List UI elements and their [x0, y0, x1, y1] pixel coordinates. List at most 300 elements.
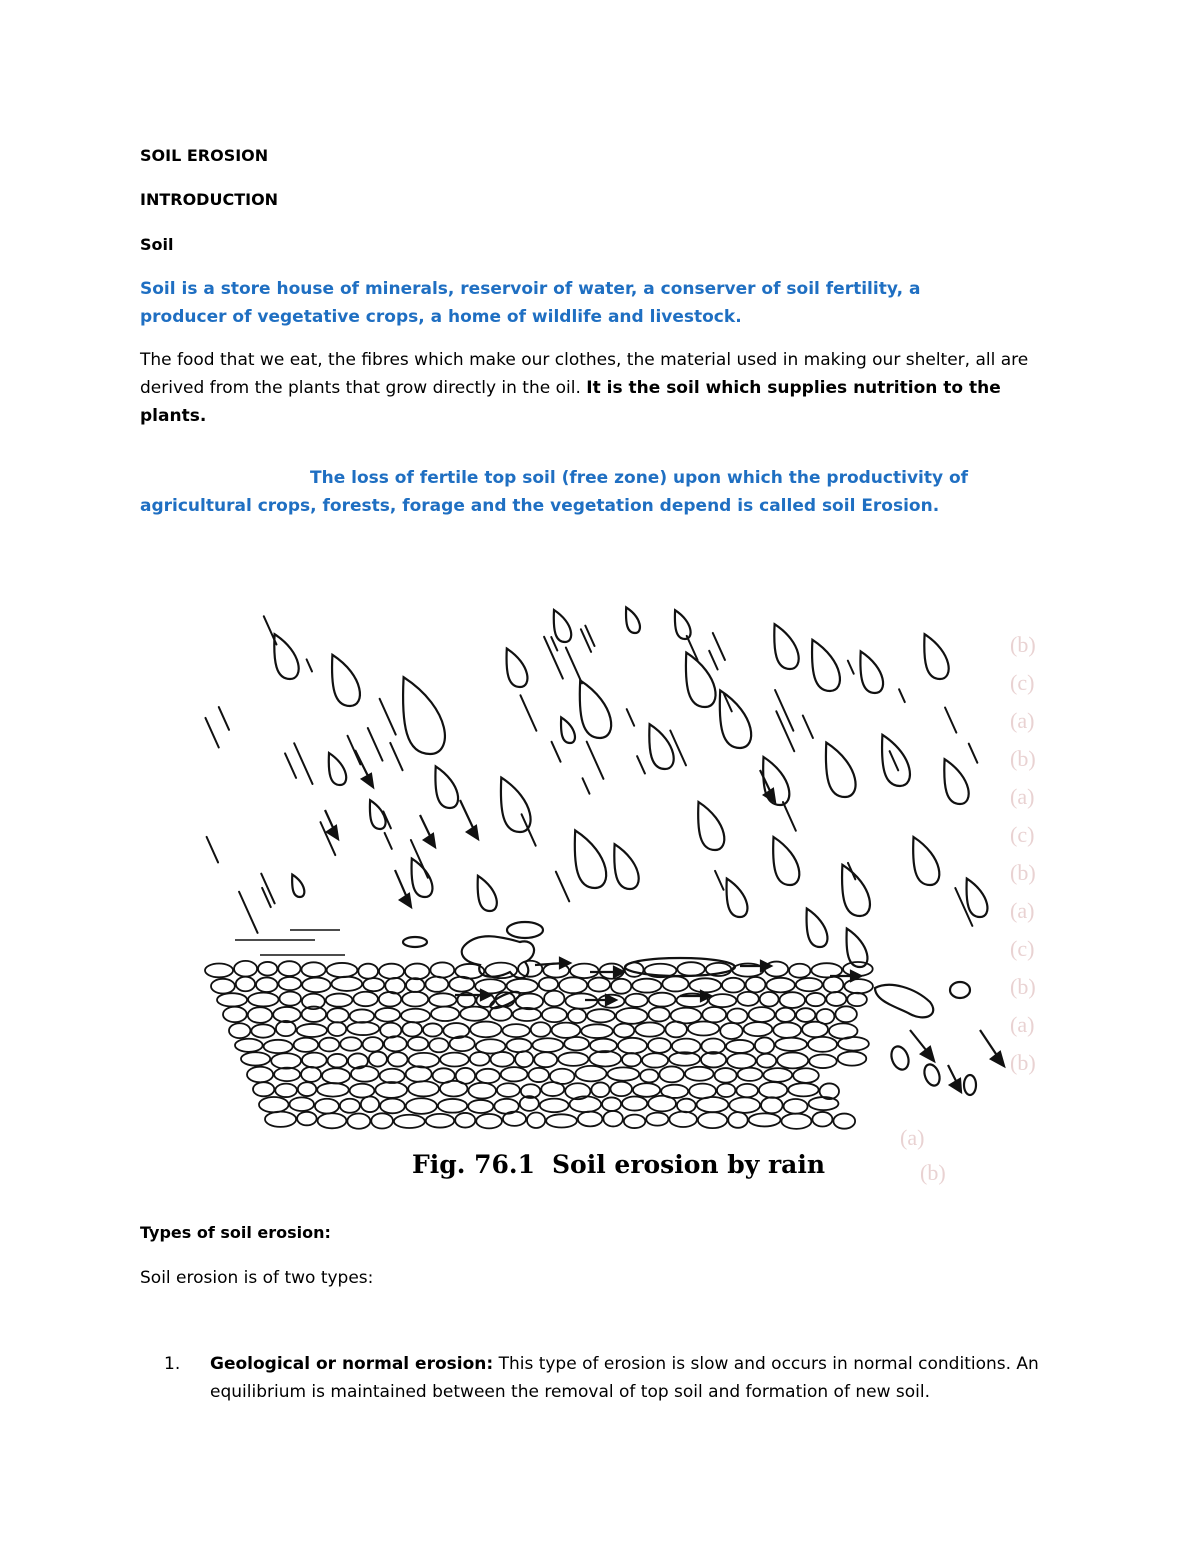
- soil-cobble: [298, 1082, 316, 1096]
- doc-title: SOIL EROSION: [140, 146, 269, 165]
- soil-cobble: [717, 1084, 735, 1097]
- soil-cobble: [408, 1037, 428, 1050]
- rain-streaks: [205, 616, 977, 933]
- soil-cobble: [546, 1114, 577, 1127]
- rain-streak: [520, 695, 536, 730]
- soil-cobble: [729, 1097, 760, 1113]
- rain-drop: [478, 876, 497, 911]
- rain-streak: [556, 872, 569, 902]
- soil-cobble: [559, 977, 587, 993]
- soil-cobble: [759, 1082, 787, 1098]
- soil-cobble: [290, 1097, 314, 1111]
- soil-cobble: [256, 977, 278, 992]
- soil-cobble: [793, 1068, 819, 1083]
- soil-cobble: [217, 993, 247, 1006]
- soil-cobble: [720, 1023, 742, 1039]
- soil-definition: Soil is a store house of minerals, reservoir of water, a conserver of soil fertility, a producer of vegetative crops, a home of wildlife and livestock.: [140, 279, 921, 327]
- soil-cobble: [302, 978, 330, 993]
- soil-cobble: [635, 1022, 664, 1036]
- soil-cobble: [539, 977, 558, 990]
- rain-drop: [675, 610, 691, 639]
- soil-cobble: [273, 1007, 300, 1022]
- rain-drop: [561, 717, 575, 743]
- soil-cobble: [659, 1066, 684, 1082]
- soil-cobble: [823, 977, 843, 993]
- soil-cobble: [409, 1053, 440, 1068]
- soil-cobble: [429, 993, 456, 1006]
- soil-cobble: [468, 1083, 496, 1099]
- soil-cobble: [677, 1099, 696, 1113]
- soil-cobble: [746, 977, 766, 992]
- rain-drop: [626, 607, 640, 633]
- soil-cobble: [301, 962, 325, 977]
- soil-cobble: [248, 1007, 272, 1023]
- soil-cobble: [702, 1007, 726, 1022]
- soil-cobble: [406, 978, 424, 992]
- soil-cobble: [757, 1054, 776, 1068]
- rain-drop: [274, 634, 298, 679]
- soil-cobble: [369, 1052, 387, 1067]
- soil-cobble: [788, 1083, 818, 1096]
- soil-cobble: [796, 1008, 815, 1022]
- soil-cobble: [528, 1068, 548, 1082]
- svg-text:(b): (b): [1010, 1050, 1036, 1075]
- soil-cobble: [294, 1038, 319, 1052]
- soil-cobble: [622, 1097, 647, 1111]
- soil-cobble: [665, 1022, 686, 1038]
- soil-cobble: [780, 992, 805, 1008]
- soil-cobble: [726, 1040, 754, 1053]
- rain-drop: [698, 802, 724, 850]
- soil-cobble: [570, 964, 599, 979]
- soil-cobble: [541, 1082, 564, 1096]
- soil-cobble: [766, 978, 794, 993]
- soil-cobble: [408, 1081, 439, 1096]
- soil-cobble: [327, 1008, 349, 1022]
- soil-cobble: [736, 1084, 758, 1097]
- soil-cobble: [662, 976, 688, 991]
- soil-cobble: [402, 1022, 422, 1036]
- soil-cobble: [326, 994, 353, 1007]
- soil-cobble: [328, 1054, 347, 1067]
- rain-drop: [580, 680, 611, 738]
- soil-cobble: [340, 1037, 361, 1050]
- rain-streak: [776, 711, 794, 751]
- rain-streak: [348, 736, 361, 765]
- soil-cobble: [358, 964, 378, 979]
- soil-cobble: [749, 1007, 775, 1022]
- soil-cobble: [611, 979, 631, 994]
- soil-cobble: [587, 1009, 615, 1022]
- soil-cobble: [350, 1084, 375, 1098]
- soil-cobble: [540, 1099, 569, 1113]
- rain-streak: [848, 661, 854, 674]
- rain-streak: [307, 659, 312, 671]
- soil-cobble: [616, 1008, 648, 1024]
- rain-drop: [292, 875, 304, 897]
- soil-cobble: [235, 1039, 263, 1052]
- soil-cobble: [570, 1096, 601, 1112]
- rain-streak: [775, 690, 793, 731]
- soil-cobble: [773, 1022, 801, 1037]
- soil-cobble: [578, 1112, 603, 1127]
- soil-cobble: [363, 978, 384, 991]
- soil-cobble: [234, 961, 257, 977]
- soil-cobble: [278, 961, 300, 976]
- rain-drops: [274, 607, 987, 967]
- soil-cobble: [380, 1069, 405, 1083]
- soil-cobble: [715, 1068, 737, 1083]
- rain-drop: [842, 865, 870, 916]
- soil-cobble: [802, 1022, 828, 1037]
- rain-streak: [205, 718, 218, 748]
- soil-cobble: [211, 979, 235, 994]
- soil-cobble: [502, 1024, 529, 1037]
- soil-cobble: [588, 978, 610, 992]
- svg-text:(a): (a): [1010, 708, 1035, 733]
- soil-cobble: [265, 1112, 296, 1127]
- soil-cobble: [431, 1007, 459, 1021]
- soil-cobble: [468, 1100, 493, 1113]
- svg-text:(b): (b): [1010, 632, 1036, 657]
- soil-cobble: [808, 1037, 837, 1052]
- list-item-text: This type of erosion is slow and occurs in normal conditions. An equilibrium is maintained between the removal of top soil and formation of new soil.: [210, 1354, 1039, 1402]
- rain-streak: [380, 699, 396, 735]
- soil-cobble: [784, 1099, 808, 1114]
- soil-cobble: [838, 1037, 869, 1051]
- svg-text:(c): (c): [1010, 822, 1035, 847]
- soil-cobble: [648, 1038, 671, 1053]
- rain-streak: [566, 648, 582, 684]
- soil-cobble: [297, 1112, 316, 1126]
- soil-cobble: [350, 1009, 374, 1022]
- soil-cobble: [318, 1113, 347, 1128]
- soil-cobble: [722, 978, 745, 993]
- rain-drop: [913, 837, 939, 885]
- soil-cobble: [375, 1082, 407, 1098]
- section-heading: INTRODUCTION: [140, 190, 279, 209]
- soil-cobble: [347, 1114, 370, 1129]
- soil-cobble: [405, 964, 429, 980]
- soil-cobble: [371, 1113, 393, 1128]
- soil-cobble: [806, 993, 825, 1006]
- soil-cobble: [223, 1007, 247, 1022]
- soil-cobble: [476, 1069, 500, 1083]
- soil-cobble: [274, 1068, 300, 1081]
- soil-cobble: [625, 994, 647, 1007]
- soil-cobble: [426, 1114, 454, 1128]
- soil-cobble: [251, 1024, 275, 1037]
- rain-streak: [285, 753, 296, 777]
- rain-drop: [554, 610, 571, 642]
- soil-cobble: [401, 1009, 430, 1023]
- rain-drop: [882, 735, 910, 786]
- soil-cobble: [301, 1067, 321, 1082]
- soil-cobble: [258, 962, 277, 976]
- soil-cobble: [789, 964, 810, 978]
- soil-cobble: [317, 1083, 348, 1097]
- soil-cobble: [375, 1008, 400, 1022]
- soil-cobble: [229, 1023, 250, 1038]
- soil-cobble: [646, 1113, 668, 1126]
- figure-caption-text: Soil erosion by rain: [552, 1150, 826, 1179]
- soil-cobble: [315, 1099, 339, 1114]
- soil-cobble: [544, 991, 564, 1007]
- soil-cobble: [361, 1096, 379, 1112]
- soil-cobble: [353, 992, 377, 1006]
- soil-cobble: [347, 1022, 379, 1035]
- rain-drop: [435, 766, 458, 808]
- soil-cobble: [332, 977, 363, 991]
- soil-cobble: [460, 1007, 489, 1021]
- soil-cobble: [476, 1114, 502, 1128]
- types-intro: Soil erosion is of two types:: [140, 1268, 374, 1288]
- soil-cobble: [429, 1038, 448, 1052]
- soil-cobble: [648, 1007, 669, 1021]
- list-item-number: 1.: [164, 1354, 181, 1374]
- soil-cobble: [388, 1052, 408, 1066]
- rain-streak: [783, 802, 796, 831]
- soil-cobble: [438, 1099, 467, 1113]
- soil-cobble: [826, 992, 846, 1006]
- soil-cobble: [205, 964, 233, 978]
- rain-drop: [329, 753, 346, 785]
- food-paragraph-text: The food that we eat, the fibres which make our clothes, the material used in making our shelter, all are derived from the plants that grow directly in the oil.: [140, 350, 1029, 398]
- soil-cobble: [276, 1021, 296, 1036]
- soil-cobble: [259, 1097, 289, 1112]
- soil-cobble: [271, 1053, 301, 1068]
- soil-cobble: [755, 1037, 774, 1053]
- soil-cobble: [440, 1053, 469, 1067]
- rain-streak: [955, 888, 972, 926]
- rain-streak: [637, 756, 645, 773]
- svg-text:(b): (b): [1010, 974, 1036, 999]
- soil-cobble: [542, 1008, 567, 1023]
- soil-cobble: [558, 1052, 588, 1065]
- soil-cobble: [697, 1097, 729, 1112]
- soil-cobble: [379, 992, 401, 1007]
- soil-cobble: [603, 1111, 622, 1126]
- rain-streak: [522, 814, 536, 845]
- rain-drop: [924, 634, 948, 679]
- soil-cobble: [552, 1023, 581, 1038]
- soil-cobble: [449, 977, 474, 992]
- rain-streak: [552, 742, 561, 762]
- soil-cobble: [812, 1112, 832, 1127]
- rain-streak: [709, 651, 717, 670]
- soil-cobble: [738, 1068, 763, 1081]
- rain-streak: [627, 709, 634, 726]
- soil-cobble: [728, 1112, 747, 1128]
- rain-streak: [713, 633, 725, 660]
- soil-cobble: [384, 1036, 407, 1051]
- soil-cobble: [470, 1022, 501, 1038]
- soil-cobble: [241, 1052, 270, 1065]
- soil-cobble: [833, 1114, 855, 1129]
- soil-cobble: [564, 1037, 589, 1050]
- soil-cobble: [423, 1023, 442, 1036]
- rain-drop: [944, 759, 968, 804]
- soil-layer: [205, 961, 873, 1129]
- soil-cobble: [698, 1112, 727, 1128]
- soil-cobble: [297, 1024, 327, 1037]
- soil-cobble: [581, 1024, 613, 1038]
- soil-cobble: [677, 962, 704, 976]
- soil-cobble: [491, 1052, 515, 1067]
- soil-cobble: [380, 1099, 405, 1114]
- soil-cobble: [622, 1053, 641, 1066]
- soil-cobble: [425, 977, 448, 992]
- soil-cobble: [527, 1113, 545, 1128]
- soil-cobble: [624, 1115, 645, 1128]
- svg-text:(c): (c): [1010, 670, 1035, 695]
- soil-cobble: [763, 1068, 792, 1082]
- soil-cobble: [402, 992, 428, 1007]
- soil-cobble: [430, 962, 454, 977]
- svg-text:(a): (a): [1010, 1012, 1035, 1037]
- rain-streak: [587, 742, 604, 779]
- rain-drop: [403, 677, 445, 754]
- soil-cobble: [380, 1023, 401, 1038]
- soil-cobble: [533, 1038, 564, 1052]
- soil-cobble: [264, 1040, 293, 1053]
- rain-streak: [803, 716, 813, 739]
- soil-cobble: [379, 964, 404, 979]
- rain-drop: [860, 651, 883, 693]
- soil-cobble: [236, 977, 255, 991]
- soil-cobble: [506, 1039, 531, 1052]
- soil-cobble: [737, 992, 758, 1006]
- soil-cobble: [835, 1006, 856, 1022]
- types-heading: Types of soil erosion:: [140, 1223, 331, 1242]
- rain-streak: [368, 728, 383, 761]
- soil-cobble: [363, 1037, 383, 1051]
- rain-drop: [774, 624, 798, 669]
- soil-cobble: [589, 1051, 621, 1066]
- soil-cobble: [847, 993, 867, 1006]
- soil-cobble: [340, 1099, 360, 1113]
- food-paragraph: [140, 346, 1060, 430]
- rain-drop: [967, 879, 988, 917]
- soil-cobble: [777, 1052, 808, 1068]
- soil-cobble: [775, 1038, 807, 1051]
- soil-cobble: [327, 963, 358, 977]
- rain-streak: [207, 837, 218, 863]
- rain-drop: [727, 879, 748, 917]
- svg-text:(a): (a): [1010, 898, 1035, 923]
- soil-cobble: [515, 1051, 533, 1067]
- soil-cobble: [727, 1009, 747, 1024]
- soil-cobble: [727, 1053, 756, 1068]
- rain-drop: [575, 830, 606, 888]
- rain-streak: [715, 871, 724, 890]
- figure-caption-number: Fig. 76.1: [412, 1150, 536, 1179]
- soil-cobble: [280, 992, 301, 1006]
- svg-text:(a): (a): [900, 1125, 925, 1150]
- soil-cobble: [776, 1008, 795, 1022]
- soil-cobble: [640, 1069, 658, 1082]
- soil-cobble: [642, 1053, 668, 1067]
- list-item-body: [210, 1350, 1090, 1406]
- soil-cobble: [685, 1067, 714, 1081]
- rain-drop: [507, 649, 528, 687]
- soil-cobble: [690, 978, 721, 992]
- rain-streak: [385, 833, 392, 849]
- svg-text:(c): (c): [1010, 936, 1035, 961]
- svg-text:(a): (a): [1010, 784, 1035, 809]
- soil-cobble: [518, 961, 542, 977]
- soil-cobble: [470, 1052, 490, 1066]
- soil-cobble: [568, 1009, 586, 1023]
- soil-cobble: [279, 977, 302, 990]
- soil-cobble: [351, 1066, 379, 1082]
- rain-streak: [899, 689, 905, 702]
- soil-cobble: [761, 1097, 783, 1113]
- soil-cobble: [809, 1055, 836, 1069]
- soil-cobble: [503, 1112, 526, 1126]
- soil-cobble: [602, 1097, 621, 1110]
- soil-cobble: [455, 1113, 475, 1128]
- subsection-heading: Soil: [140, 235, 174, 254]
- rain-streak: [945, 707, 956, 732]
- soil-cobble: [749, 1113, 781, 1126]
- soil-cobble: [531, 1022, 551, 1037]
- rain-drop: [720, 690, 751, 748]
- soil-cobble: [838, 1052, 867, 1066]
- soil-cobble: [406, 1066, 432, 1082]
- rain-streak: [390, 743, 402, 770]
- soil-cobble: [497, 1083, 520, 1097]
- soil-cobble: [760, 992, 779, 1006]
- soil-cobble: [844, 979, 873, 993]
- soil-cobble: [649, 993, 676, 1007]
- soil-cobble: [688, 1022, 719, 1036]
- soil-cobble: [394, 1115, 425, 1128]
- rain-drop: [773, 837, 799, 885]
- erosion-definition: The loss of fertile top soil (free zone) upon which the productivity of agricultural crops, forests, forage and the vegetation depend is called soil Erosion.: [140, 468, 969, 516]
- rain-streak: [890, 751, 899, 770]
- soil-cobble: [322, 1068, 350, 1083]
- rain-streak: [551, 637, 557, 650]
- rain-drop: [614, 844, 638, 889]
- soil-cobble: [575, 1066, 606, 1081]
- rain-drop: [826, 743, 856, 797]
- soil-cobble: [507, 979, 538, 993]
- rain-streak: [969, 744, 978, 763]
- rain-drop: [370, 800, 386, 829]
- soil-cobble: [610, 1082, 631, 1096]
- soil-cobble: [450, 1036, 475, 1051]
- svg-text:(b): (b): [1010, 746, 1036, 771]
- soil-cobble: [475, 979, 505, 993]
- rain-drop: [807, 909, 828, 947]
- food-paragraph-emphasis: It is the soil which supplies nutrition to the plants.: [140, 378, 1001, 426]
- rain-streak: [239, 892, 257, 933]
- soil-cobble: [302, 1053, 327, 1068]
- soil-cobble: [248, 993, 278, 1007]
- soil-cobble: [669, 1112, 697, 1127]
- soil-erosion-figure: [140, 570, 1060, 1230]
- list-item-term: Geological or normal erosion:: [210, 1354, 494, 1374]
- soil-cobble: [275, 1084, 297, 1097]
- soil-cobble: [744, 1022, 773, 1036]
- soil-cobble: [253, 1082, 274, 1096]
- svg-text:(b): (b): [1010, 860, 1036, 885]
- svg-text:(b): (b): [920, 1160, 946, 1185]
- soil-cobble: [614, 1024, 634, 1038]
- soil-cobble: [328, 1022, 346, 1036]
- soil-cobble: [440, 1081, 467, 1097]
